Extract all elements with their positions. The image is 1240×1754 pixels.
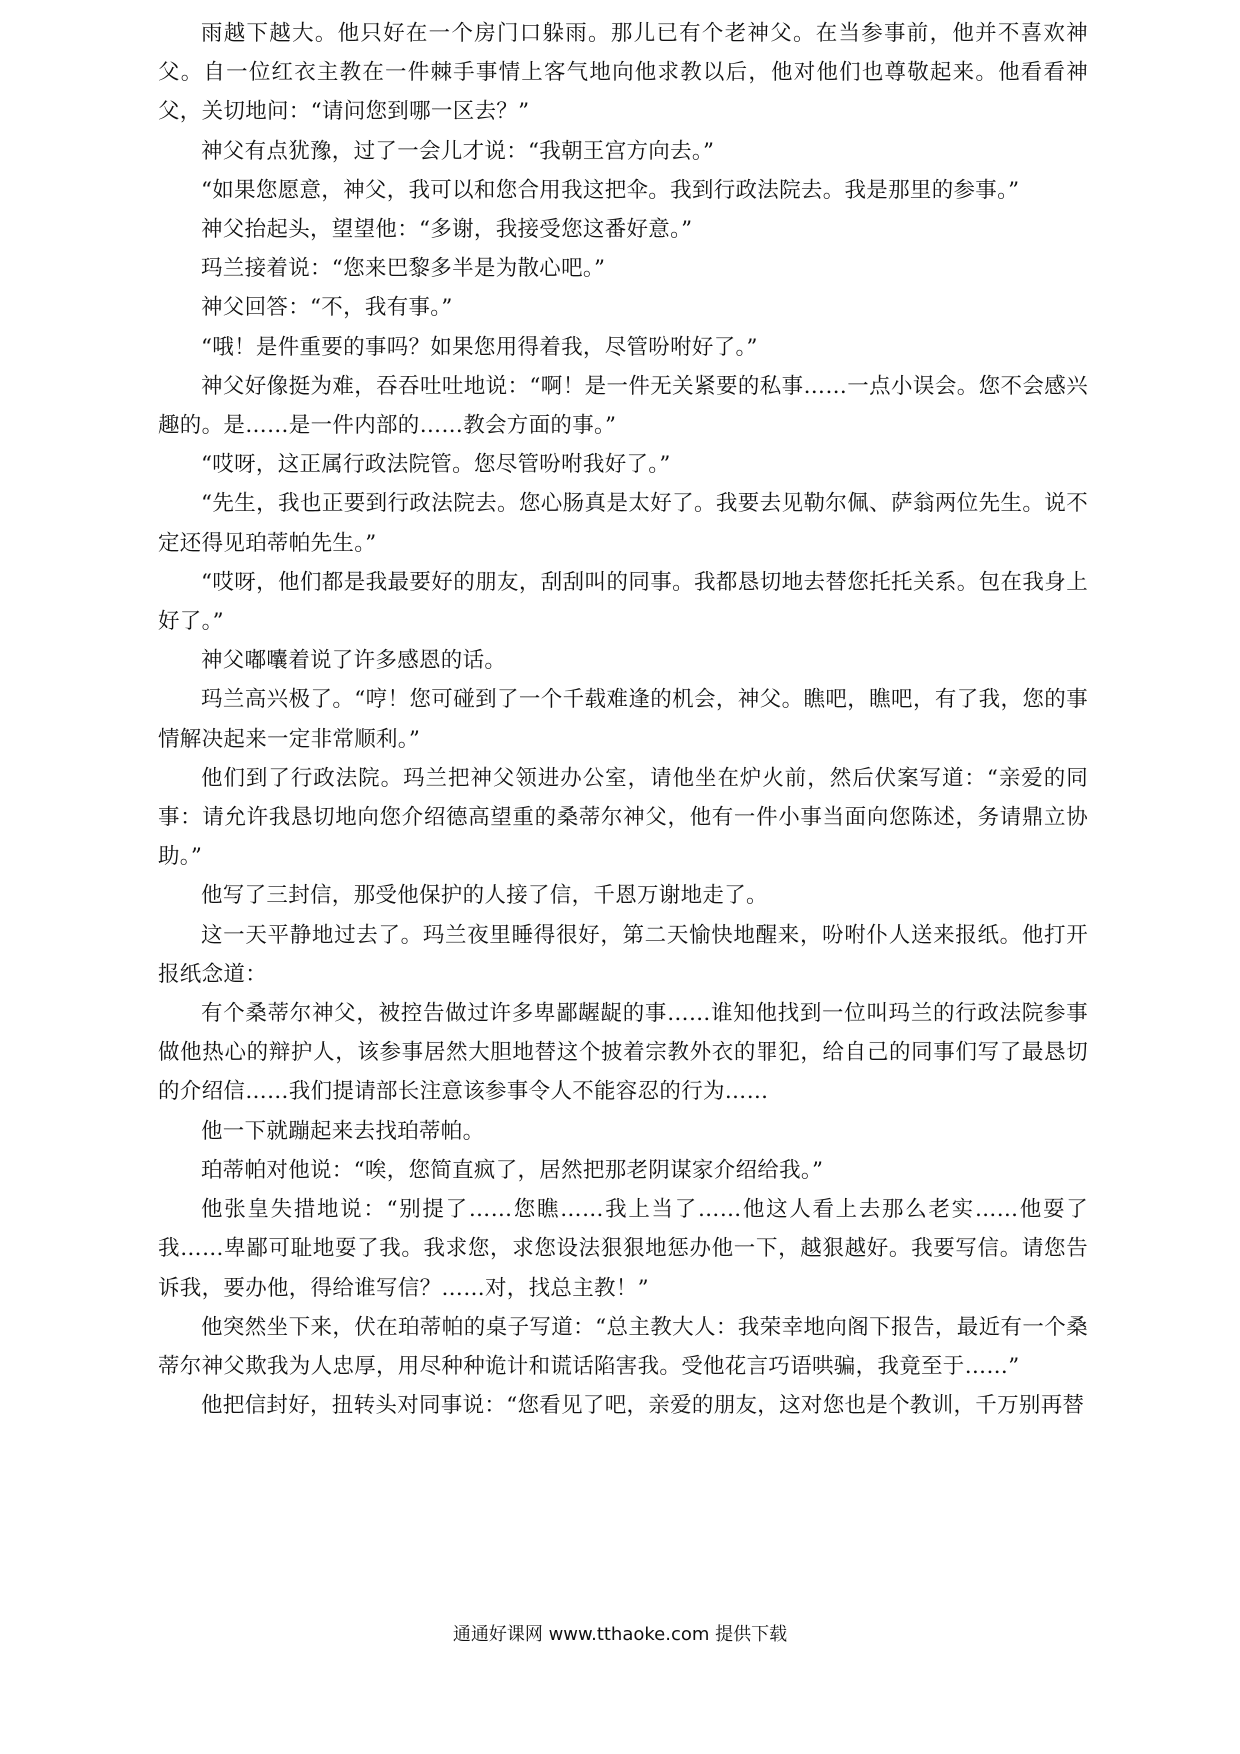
paragraph-16: 这一天平静地过去了。玛兰夜里睡得很好，第二天愉快地醒来，吩咐仆人送来报纸。他打开报纸念道：	[158, 922, 1088, 987]
paragraph-10: “先生，我也正要到行政法院去。您心肠真是太好了。我要去见勒尔佩、萨翁两位先生。说不定还得见珀蒂帕先生。”	[158, 491, 1088, 556]
paragraph-22: 他把信封好，扭转头对同事说：“您看见了吧，亲爱的朋友，这对您也是个教训，千万别再替	[201, 1393, 1085, 1419]
paragraph-8: 神父好像挺为难，吞吞吐吐地说：“啊！是一件无关紧要的私事……一点小误会。您不会感兴趣的。是……是一件内部的……教会方面的事。”	[158, 373, 1088, 439]
newspaper-quote-paragraph: 有个桑蒂尔神父，被控告做过许多卑鄙龌龊的事……谁知他找到一位叫玛兰的行政法院参事做他热心的辩护人，该参事居然大胆地替这个披着宗教外衣的罪犯，给自己的同事们写了最恳切的介绍信……我们提请部长注意该参事令人不能容忍的行为……	[158, 1001, 1088, 1105]
paragraph-13: 玛兰高兴极了。“哼！您可碰到了一个千载难逢的机会，神父。瞧吧，瞧吧，有了我，您的事情解决起来一定非常顺利。”	[158, 687, 1088, 752]
paragraph-18: 他一下就蹦起来去找珀蒂帕。	[201, 1118, 485, 1144]
paragraph-11: “哎呀，他们都是我最要好的朋友，刮刮叫的同事。我都恳切地去替您托托关系。包在我身上好了。”	[158, 569, 1088, 635]
paragraph-14: 他们到了行政法院。玛兰把神父领进办公室，请他坐在炉火前，然后伏案写道：“亲爱的同事：请允许我恳切地向您介绍德高望重的桑蒂尔神父，他有一件小事当面向您陈述，务请鼎立协助。”	[158, 765, 1088, 870]
paragraph-7: “哦！是件重要的事吗？如果您用得着我，尽管吩咐好了。”	[201, 334, 758, 360]
paragraph-21: 他突然坐下来，伏在珀蒂帕的桌子写道：“总主教大人：我荣幸地向阁下报告，最近有一个桑蒂尔神父欺我为人忠厚，用尽种种诡计和谎话陷害我。受他花言巧语哄骗，我竟至于……”	[158, 1314, 1088, 1379]
paragraph-12: 神父嘟囔着说了许多感恩的话。	[201, 648, 507, 674]
paragraph-2: 神父有点犹豫，过了一会儿才说：“我朝王宫方向去。”	[201, 138, 715, 164]
paragraph-3: “如果您愿意，神父，我可以和您合用我这把伞。我到行政法院去。我是那里的参事。”	[201, 177, 1020, 203]
footer-credit: 通通好课网 www.tthaoke.com 提供下载	[452, 1624, 788, 1645]
paragraph-20: 他张皇失措地说：“别提了……您瞧……我上当了……他这人看上去那么老实……他耍了我……卑鄙可耻地耍了我。我求您，求您设法狠狠地惩办他一下，越狠越好。我要写信。请您告诉我，要办他，得给谁写信？……对，找总主教！”	[158, 1197, 1088, 1301]
paragraph-4: 神父抬起头，望望他：“多谢，我接受您这番好意。”	[201, 217, 693, 243]
paragraph-1: 雨越下越大。他只好在一个房门口躲雨。那儿已有个老神父。在当参事前，他并不喜欢神父。自一位红衣主教在一件棘手事情上客气地向他求教以后，他对他们也尊敬起来。他看看神父，关切地问：“请问您到哪一区去？”	[158, 21, 1088, 125]
paragraph-19: 珀蒂帕对他说：“唉，您简直疯了，居然把那老阴谋家介绍给我。”	[201, 1157, 824, 1183]
story-text	[158, 14, 1088, 1425]
paragraph-15: 他写了三封信，那受他保护的人接了信，千恩万谢地走了。	[201, 883, 768, 909]
paragraph-5: 玛兰接着说：“您来巴黎多半是为散心吧。”	[201, 256, 606, 282]
paragraph-6: 神父回答：“不，我有事。”	[201, 295, 453, 321]
paragraph-9: “哎呀，这正属行政法院管。您尽管吩咐我好了。”	[201, 452, 671, 478]
